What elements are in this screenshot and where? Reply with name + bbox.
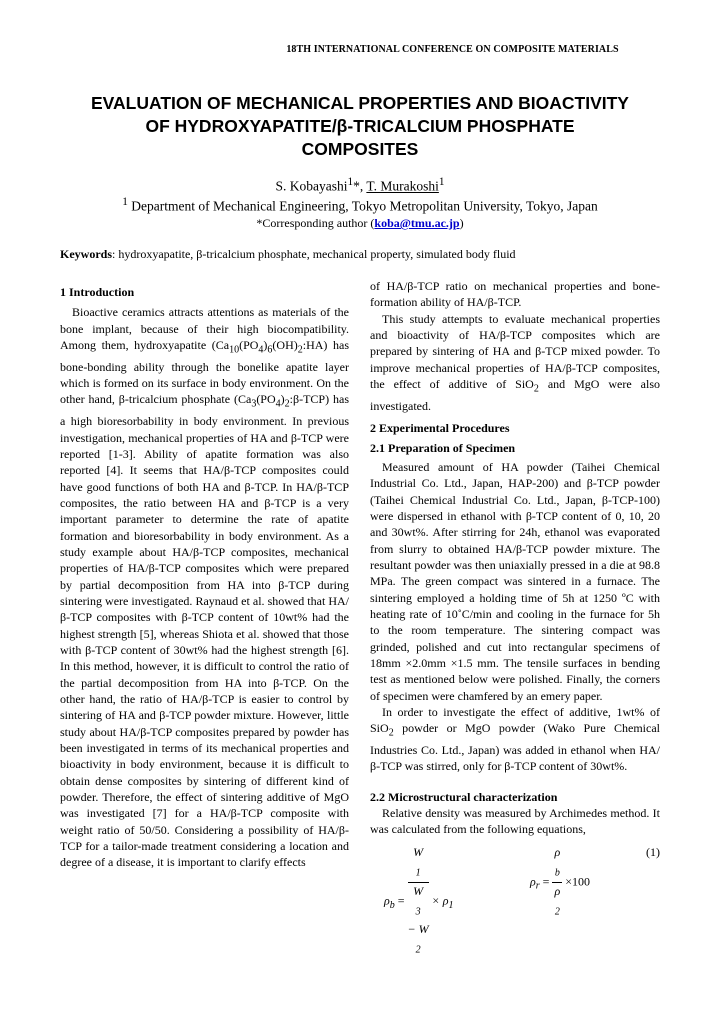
author-list — [0, 176, 720, 195]
title-line-1: EVALUATION OF MECHANICAL PROPERTIES AND BIOACTIVITY — [91, 93, 629, 113]
affiliation-text: Department of Mechanical Engineering, Tokyo Metropolitan University, Tokyo, Japan — [127, 198, 598, 214]
intro-text: :β-TCP) has a high bioresorbability in body environment. In previous investigation, mechanical properties of HA and β-TCP were reported [1-3]. Ability of apatite formation was also reported [4]. It seems that HA/β-TCP composites could have good functions of both HA and β-TCP. In HA/β-TCP composites, the ratio between HA and β-TCP is a very important parameter to determine the rate of apatite formation and bioresorbability in body environment. As a study example about HA/β-TCP composites, mechanical properties of HA/β-TCP composites which were prepared by partial decomposition from HA into β-TCP during sintering were investigated. Raynaud et al. showed that HA/β-TCP composites with β-TCP content of 10wt% had the highest strength [5], whereas Shiota et al. showed that those with β-TCP content of 30wt% had the highest strength [6]. In this method, however, it is difficult to control the ratio of the partial decomposition from HA into β-TCP. On the other hand, the ratio of HA/β-TCP is easier to control by sintering of HA and β-TCP powder mixture. However, little study about HA/β-TCP composites prepared by powder has been investigated in terms of its mechanical properties and bioactivity in body environment, because it is difficult to obtain dense composites by sintering of different kind of powder. Therefore, the effect of sintering additive of MgO was investigated [7] for a HA/β-TCP composite with weight ratio of 50/50. Considering a possibility of HA/β-TCP for a tailor-made treatment considering a location and degree of a disease, it is important to clarify effects — [60, 392, 349, 870]
eq-symbol: ρ — [554, 883, 561, 898]
intro-text: (PO — [256, 392, 276, 407]
subscript: 10 — [229, 344, 240, 356]
section-1-heading: 1 Introduction — [60, 285, 135, 299]
preparation-paragraph: Measured amount of HA powder (Taihei Chemical Industrial Co. Ltd., Japan, HAP-200) and β-TCP powder (Taihei Chemical Industrial Co. Ltd., Japan, β-TCP-100) were dispersed in ethanol with β-TCP content of 0, 10, 20 and 30wt%. After stirring for 24h, ethanol was evaporated from slurry to obtained HA/β-TCP powder mixture. The resultant powder was then uniaxially pressed in a die at 98.8 MPa. The green compact was sintered in a furnace. The sintering employed a holding time of 5h at 1250 ºC with heating rate of 10˚C/min and cooling in the furnace for 5h to the room temperature. The sintering compact was grinded, polished and cut into rectangular specimens of 18mm ×2.0mm ×1.5 mm. The tensile surfaces in bending test as mentioned below were polished. Finally, the corners of specimen were chamfered by an emery paper. — [370, 459, 660, 703]
density-paragraph: Relative density was measured by Archimedes method. It was calculated from the following equations, — [370, 806, 660, 837]
equation-density — [384, 844, 454, 959]
author-1-affil: 1 — [347, 176, 354, 188]
eq-symbol: ×100 — [565, 874, 590, 889]
additive-text: powder or MgO powder (Wako Pure Chemical Industries Co. Ltd., Japan) was added in ethanol when HA/β-TCP was stirred, only for β-TCP content of 30wt%. — [370, 721, 660, 774]
eq-numerator — [408, 844, 429, 883]
subscript: 4 — [275, 398, 281, 410]
running-header: 18TH INTERNATIONAL CONFERENCE ON COMPOSITE MATERIALS — [286, 44, 619, 55]
eq-denominator — [408, 883, 429, 959]
affiliation — [0, 196, 720, 215]
equation-number: (1) — [646, 844, 660, 859]
subscript: 2 — [284, 398, 290, 410]
left-column — [60, 284, 349, 871]
eq-symbol: × ρ — [431, 893, 449, 908]
eq-symbol: ρ — [384, 893, 390, 908]
author-1: S. Kobayashi — [275, 178, 348, 194]
keywords-text: : hydroxyapatite, β-tricalcium phosphate, mechanical property, simulated body fluid — [112, 247, 516, 261]
eq-fraction-2 — [552, 844, 562, 921]
right-column — [370, 278, 660, 956]
eq-subscript: 3 — [415, 906, 421, 918]
continued-paragraph: of HA/β-TCP ratio on mechanical properties and bone-formation ability of HA/β-TCP. — [370, 279, 660, 310]
subscript: 2 — [297, 344, 303, 356]
equation-relative — [530, 844, 590, 921]
intro-text: :HA) has bone-bonding ability through the bonelike apatite layer which is formed on its surface in body environment. On the other hand, β-tricalcium phosphate (Ca — [60, 338, 349, 407]
subscript: 2 — [388, 727, 394, 739]
title-line-2: OF HYDROXYAPATITE/β-TRICALCIUM PHOSPHATE — [145, 116, 575, 136]
section-2-1-heading: 2.1 Preparation of Specimen — [370, 441, 516, 456]
email-link[interactable]: koba@tmu.ac.jp — [374, 216, 460, 230]
eq-subscript: 2 — [415, 944, 421, 956]
paper-title — [40, 92, 680, 161]
eq-subscript: 1 — [448, 899, 454, 911]
intro-text: Bioactive ceramics attracts attentions as materials of the bone implant, because of their high biocompatibility. Among them, hydroxyapatite (Ca — [60, 305, 349, 353]
equation-1 — [370, 840, 660, 956]
aim-text: This study attempts to evaluate mechanical properties and bioactivity of HA/β-TCP composites which are prepared by sintering of HA and β-TCP mixed powder. To improve mechanical properties of HA/β-TCP composites, the effect of additive of SiO — [370, 311, 660, 392]
intro-text: ) — [263, 338, 268, 353]
intro-paragraph — [60, 304, 349, 870]
author-2-affil: 1 — [438, 176, 445, 188]
eq-denominator — [552, 883, 562, 921]
eq-symbol: W — [413, 883, 424, 898]
section-2-2-heading: 2.2 Microstructural characterization — [370, 789, 558, 804]
section-2-heading: 2 Experimental Procedures — [370, 421, 510, 436]
corresponding-prefix: *Corresponding author ( — [256, 216, 375, 230]
subscript: 2 — [533, 383, 539, 395]
keywords — [60, 247, 680, 262]
intro-text: (OH) — [272, 338, 298, 353]
intro-text: ) — [280, 392, 285, 407]
aim-text: and MgO were also investigated. — [370, 377, 660, 413]
eq-subscript: b — [389, 899, 395, 911]
eq-fraction-1 — [408, 844, 429, 959]
eq-subscript: 1 — [415, 867, 421, 879]
eq-symbol: W — [413, 844, 424, 859]
author-2: T. Murakoshi — [366, 178, 439, 194]
eq-symbol: ρ — [554, 844, 561, 859]
corresponding-suffix: ) — [459, 216, 464, 230]
title-line-3: COMPOSITES — [301, 139, 419, 159]
aim-paragraph — [370, 311, 660, 414]
additive-text: In order to investigate the effect of additive, 1wt% of SiO — [370, 704, 660, 736]
eq-numerator — [552, 844, 562, 883]
eq-symbol: ρ — [530, 874, 536, 889]
intro-text: (PO — [239, 338, 259, 353]
keywords-label: Keywords — [60, 247, 112, 261]
eq-symbol: = — [539, 874, 553, 889]
eq-subscript: 2 — [554, 906, 560, 918]
subscript: 6 — [267, 344, 273, 356]
subscript: 4 — [258, 344, 264, 356]
additive-paragraph — [370, 704, 660, 775]
affiliation-number: 1 — [122, 196, 128, 208]
eq-subscript: r — [535, 880, 540, 892]
eq-symbol: − W — [407, 921, 429, 936]
subscript: 3 — [251, 398, 257, 410]
corresponding-author — [0, 216, 720, 231]
eq-subscript: b — [554, 867, 560, 879]
eq-symbol: = — [394, 893, 408, 908]
author-1-mark: *, — [353, 178, 367, 194]
